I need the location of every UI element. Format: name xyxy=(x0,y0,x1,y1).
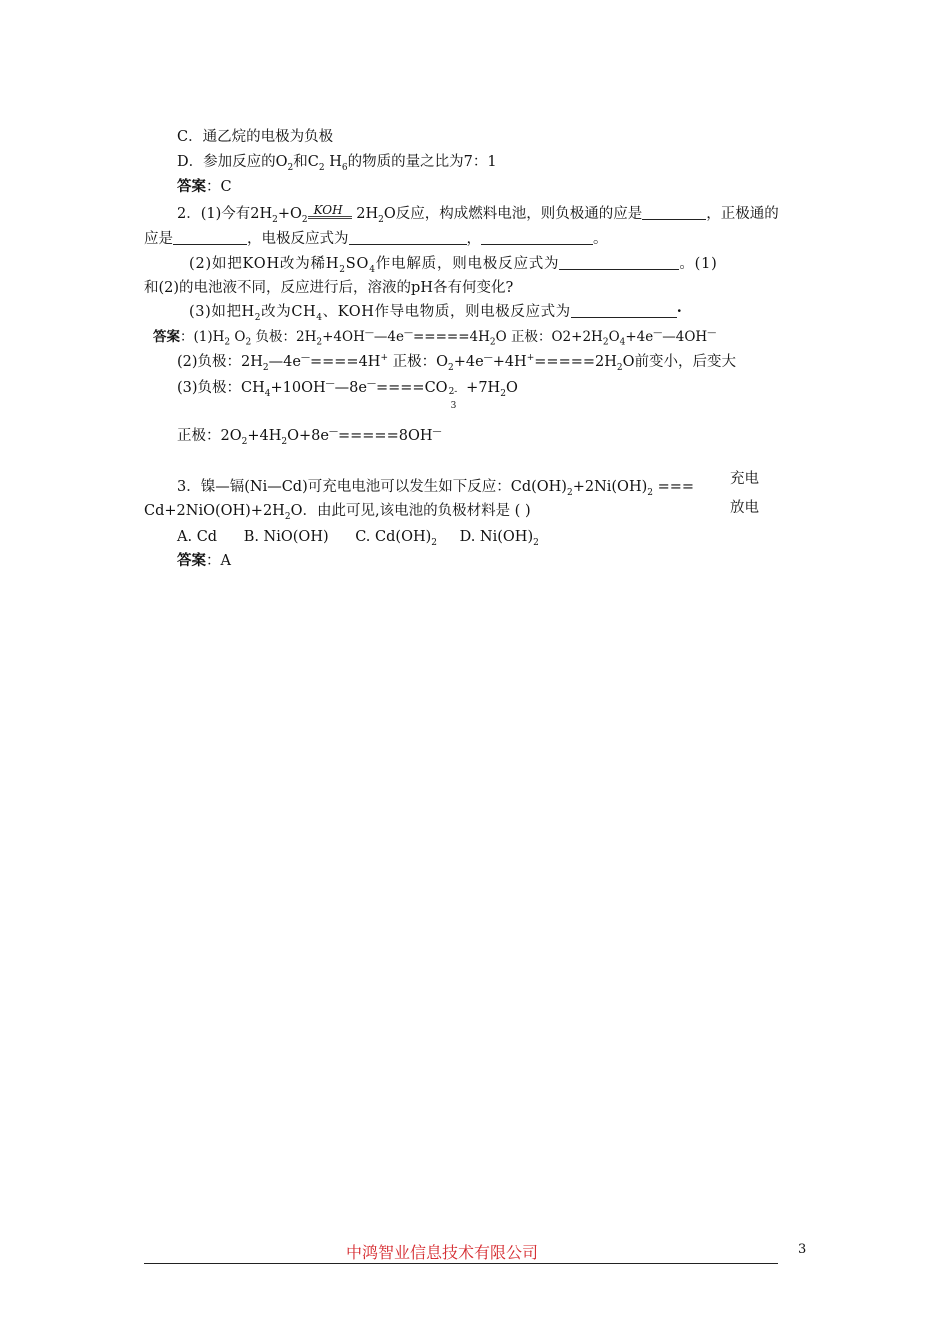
answer-text: (3)负极：CH xyxy=(177,380,265,396)
answer-text: +7H xyxy=(461,380,501,396)
subscript: 2 xyxy=(224,337,231,348)
answer-blank[interactable] xyxy=(481,230,593,245)
q3-text: 3．镍—镉(Ni—Cd)可充电电池可以发生如下反应：Cd(OH) xyxy=(177,479,567,495)
option-d-text: 的物质的量之比为7：1 xyxy=(347,154,497,170)
option-d-text: 和C xyxy=(293,154,319,170)
subscript: 3 xyxy=(450,401,457,411)
answer-label: 答案 xyxy=(177,178,206,195)
answer-text: O前变小，后变大 xyxy=(622,354,737,370)
answer-text: ====4H xyxy=(309,354,381,370)
answer-text: ====CO xyxy=(375,380,448,396)
subscript: 2 xyxy=(287,162,294,173)
answer-label: 答案 xyxy=(153,329,180,345)
subscript: 2 xyxy=(339,264,346,275)
answer-blank[interactable] xyxy=(571,303,677,318)
footer-divider xyxy=(144,1263,778,1264)
q2-text: 2．(1)今有2H xyxy=(177,206,273,222)
answer-text: =====4H xyxy=(412,329,490,345)
q3-text: +2Ni(OH) xyxy=(572,479,648,495)
subscript: 2 xyxy=(602,337,609,348)
koh-condition xyxy=(308,204,352,224)
q2-text: 。(1) xyxy=(679,256,718,272)
q2-text: 、KOH作导电物质，则电极反应式为 xyxy=(322,304,571,320)
q3-options xyxy=(177,527,539,547)
answer-text: O xyxy=(230,329,246,345)
q2-line1 xyxy=(177,204,779,224)
q2-text: 。 xyxy=(593,231,608,247)
q2-text: ，电极反应式为 xyxy=(247,231,349,247)
reaction-arrow xyxy=(308,218,352,219)
q2-answer-1 xyxy=(153,327,716,347)
koh-label: KOH xyxy=(313,203,343,217)
subscript: 2 xyxy=(284,511,291,522)
q2-text: 改为CH xyxy=(261,304,317,320)
answer-text: O+8e xyxy=(287,428,329,444)
q2-text: · xyxy=(676,303,683,320)
subscript: 2 xyxy=(245,337,252,348)
q3-text: Cd+2NiO(OH)+2H xyxy=(144,503,285,519)
option-c xyxy=(177,127,333,147)
charge-label xyxy=(730,469,759,489)
subscript: 2 xyxy=(301,214,308,225)
q3-line2 xyxy=(144,501,531,521)
subscript: 2 xyxy=(616,362,623,373)
answer-text: —8e xyxy=(334,380,367,396)
q2-answer-3 xyxy=(177,378,518,411)
q3-text: === xyxy=(652,479,695,495)
subscript: 2 xyxy=(281,436,288,447)
answer-blank[interactable] xyxy=(173,230,247,245)
page-number: 3 xyxy=(798,1242,807,1257)
answer-text: +4OH xyxy=(322,329,365,345)
answer-text: +4e xyxy=(625,329,654,345)
q3-line1 xyxy=(177,477,694,497)
subscript: 4 xyxy=(264,388,271,399)
subscript: 2 xyxy=(447,362,454,373)
q2-text: 作电解质，则电极反应式为 xyxy=(375,256,560,272)
subscript: 2 xyxy=(489,337,496,348)
q2-text: ， xyxy=(466,231,481,247)
q1-answer xyxy=(177,177,232,197)
q3-text: O．由此可见,该电池的负极材料是 ( ) xyxy=(290,503,531,519)
superscript: — xyxy=(653,328,663,339)
answer-text: +4H xyxy=(492,354,527,370)
subscript: 6 xyxy=(341,162,348,173)
subscript: 4 xyxy=(619,337,626,348)
answer-text: O xyxy=(505,380,518,396)
discharge-text: 放电 xyxy=(730,500,759,516)
option-c: C. Cd(OH) xyxy=(355,529,432,545)
answer-text: =====8OH xyxy=(337,428,433,444)
subscript: 4 xyxy=(369,264,376,275)
option-d-text: H xyxy=(324,154,342,170)
q2-text: SO xyxy=(345,256,370,272)
subscript: 2 xyxy=(262,362,269,373)
answer-text: +4e xyxy=(453,354,484,370)
answer-blank[interactable] xyxy=(349,230,467,245)
q2-text: +O xyxy=(277,206,302,222)
subscript: 2 xyxy=(378,214,384,225)
superscript: + xyxy=(380,353,388,364)
answer-text: +4H xyxy=(247,428,282,444)
q2-text: O反应，构成燃料电池，则负极通的应是 xyxy=(383,206,643,222)
subscript: 2 xyxy=(431,537,437,548)
answer-text: O xyxy=(608,329,620,345)
answer-value: ：C xyxy=(206,179,232,195)
option-d-text: D．参加反应的O xyxy=(177,154,288,170)
q2-text: ，正极通的 xyxy=(706,206,779,222)
q2-answer-2 xyxy=(177,352,736,372)
answer-blank[interactable] xyxy=(559,255,679,270)
q2-text: 和(2)的电池液不同，反应进行后，溶液的pH各有何变化? xyxy=(144,280,514,296)
q2-text: (3)如把H xyxy=(189,304,255,320)
superscript: — xyxy=(325,379,335,390)
subscript: 2 xyxy=(566,487,573,498)
superscript: — xyxy=(432,427,442,438)
answer-text: +10OH xyxy=(270,380,326,396)
answer-value: ：A xyxy=(206,553,231,569)
q2-line2 xyxy=(144,229,608,249)
q2-part2-line2 xyxy=(144,278,513,298)
answer-label: 答案 xyxy=(177,552,206,569)
q2-text: 应是 xyxy=(144,231,173,247)
charge-text: 充电 xyxy=(730,471,759,487)
answer-text: =====2H xyxy=(534,354,617,370)
answer-blank[interactable] xyxy=(642,205,706,220)
subscript: 2 xyxy=(318,162,325,173)
q2-text: (2)如把KOH改为稀H xyxy=(189,256,340,272)
subscript: 2 xyxy=(241,436,248,447)
answer-text: —4e xyxy=(373,329,404,345)
option-b: B. NiO(OH) xyxy=(243,529,329,545)
subscript: 2 xyxy=(316,337,323,348)
answer-text: (2)负极：2H xyxy=(177,354,263,370)
option-c-text: C．通乙烷的电极为负极 xyxy=(177,129,334,145)
subscript: 2 xyxy=(533,537,539,548)
answer-text: 负极：2H xyxy=(251,329,317,345)
q2-text: 2H xyxy=(351,206,379,222)
superscript: — xyxy=(328,427,338,438)
superscript: — xyxy=(403,328,413,339)
answer-text: 正极：2O xyxy=(177,428,242,444)
q2-part2 xyxy=(189,254,718,274)
q2-part3 xyxy=(189,302,682,322)
answer-text: —4e xyxy=(268,354,301,370)
footer-company: 中鸿智业信息技术有限公司 xyxy=(346,1243,539,1262)
option-d xyxy=(177,152,497,172)
carbonate-index xyxy=(448,378,462,411)
answer-text: O 正极：O2+2H xyxy=(495,329,603,345)
superscript: — xyxy=(366,379,376,390)
q2-answer-positive xyxy=(177,426,441,446)
answer-text: ：(1)H xyxy=(180,329,225,345)
answer-text: —4OH xyxy=(662,329,708,345)
option-a: A. Cd xyxy=(177,529,218,545)
superscript: + xyxy=(526,353,535,364)
charge-superscript: 2- xyxy=(448,387,458,397)
option-d: D. Ni(OH) xyxy=(459,529,534,545)
subscript: 2 xyxy=(272,214,278,225)
subscript: 2 xyxy=(500,388,506,399)
q3-answer xyxy=(177,551,231,571)
subscript: 2 xyxy=(254,312,262,323)
subscript: 4 xyxy=(316,312,323,323)
subscript: 2 xyxy=(647,487,653,498)
superscript: — xyxy=(300,353,310,364)
reaction-arrow xyxy=(308,216,352,217)
superscript: — xyxy=(364,328,374,339)
superscript: — xyxy=(707,328,717,339)
superscript: — xyxy=(483,353,493,364)
answer-text: 正极：O xyxy=(387,354,448,370)
discharge-label xyxy=(730,498,759,518)
